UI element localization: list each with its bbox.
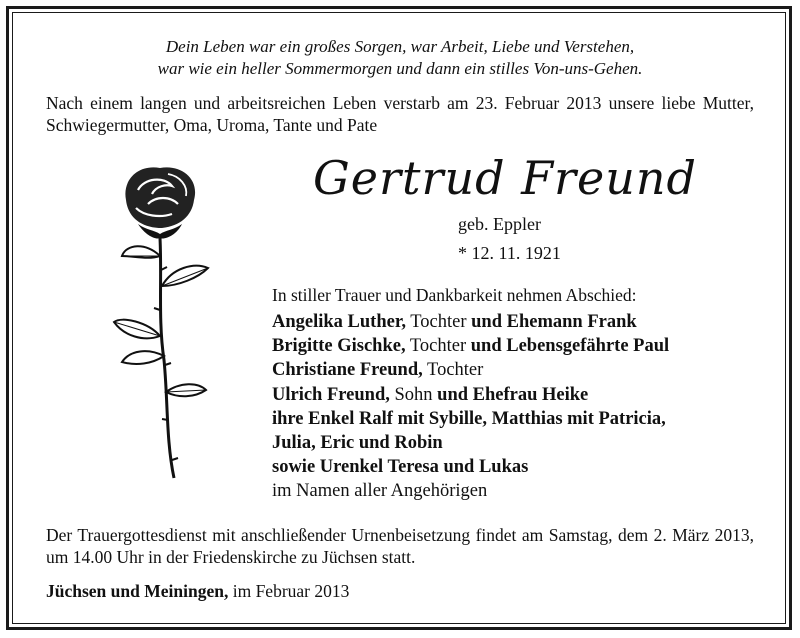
- mourner-line: Ulrich Freund, Sohn und Ehefrau Heike: [272, 384, 589, 405]
- born-name: geb. Eppler: [458, 214, 541, 234]
- mourner-line: Christiane Freund, Tochter: [272, 360, 484, 381]
- mourner-line: Julia, Eric und Robin: [272, 433, 443, 454]
- mourner-line: Brigitte Gischke, Tochter und Lebensgefährte Paul: [272, 336, 670, 357]
- poem-line-1: Dein Leben war ein großes Sorgen, war Arbeit, Liebe und Verstehen,: [165, 37, 635, 56]
- place-location: Jüchsen und Meiningen,: [46, 581, 229, 601]
- rose-icon: [108, 160, 218, 486]
- mourner-line: Angelika Luther, Tochter und Ehemann Frank: [272, 312, 637, 332]
- mourner-line: im Namen aller Angehörigen: [272, 481, 488, 502]
- poem-line-2: war wie ein heller Sommermorgen und dann ein stilles Von-uns-Gehen.: [157, 59, 643, 78]
- place-date-text: im Februar 2013: [228, 581, 350, 601]
- mourner-list: [272, 310, 752, 504]
- birth-date: * 12. 11. 1921: [458, 243, 561, 263]
- service-text: Der Trauergottesdienst mit anschließender Urnenbeisetzung findet am Samstag, dem 2. März 2013, um 14.00 Uhr in der Friedenskirche zu Jüchsen statt.: [46, 525, 754, 567]
- place-date: [46, 580, 349, 602]
- mourner-line: sowie Urenkel Teresa und Lukas: [272, 457, 529, 478]
- farewell-text: In stiller Trauer und Dankbarkeit nehmen Abschied:: [272, 285, 637, 305]
- poem: [30, 36, 770, 80]
- deceased-name: Gertrud Freund: [313, 151, 697, 205]
- mourner-line: ihre Enkel Ralf mit Sybille, Matthias mit Patricia,: [272, 408, 666, 429]
- intro-text: Nach einem langen und arbeitsreichen Leben verstarb am 23. Februar 2013 unsere liebe Mutter, Schwiegermutter, Oma, Uroma, Tante und Pate: [46, 93, 754, 135]
